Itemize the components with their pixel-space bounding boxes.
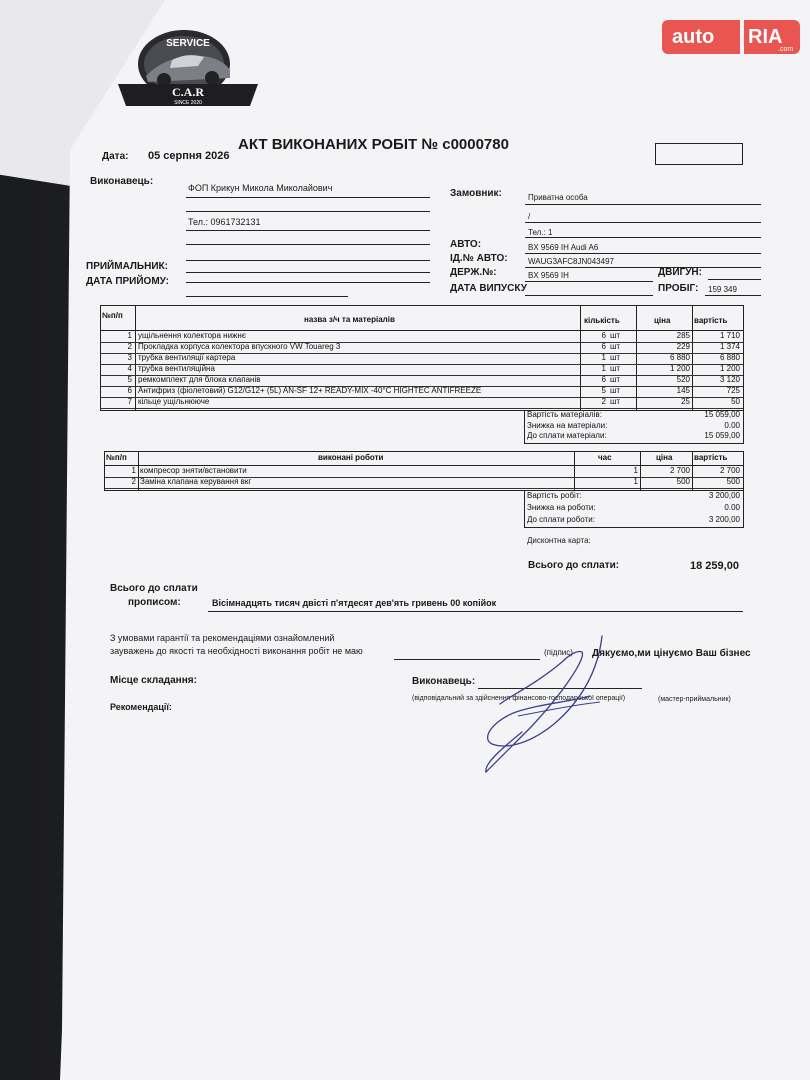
row-name: ущільнення колектора нижнє xyxy=(138,332,246,340)
document-title: АКТ ВИКОНАНИХ РОБІТ № с0000780 xyxy=(238,136,509,153)
materials-summary-value: 0.00 xyxy=(724,420,740,430)
customer-phone: Тел.: 1 xyxy=(528,228,553,237)
row-num: 1 xyxy=(131,466,136,475)
master-note: (мастер-приймальник) xyxy=(658,696,731,703)
row-price: 2 700 xyxy=(669,466,690,475)
watermark-auto-text: auto xyxy=(672,26,715,48)
executor-phone: Тел.: 0961732131 xyxy=(188,217,261,227)
thanks-text: Дякуємо,ми цінуємо Ваш бізнес xyxy=(592,648,751,659)
materials-summary-value: 15 059,00 xyxy=(704,431,740,440)
row-total: 1 710 xyxy=(719,332,740,340)
row-unit: шт xyxy=(610,365,621,373)
row-total: 725 xyxy=(726,387,740,395)
reg-label: ДЕРЖ.№: xyxy=(450,267,497,278)
signature-label: (підпис) xyxy=(544,648,573,657)
total-label: Всього до сплати: xyxy=(528,560,620,571)
row-num: 5 xyxy=(127,376,132,384)
row-num: 2 xyxy=(127,343,132,351)
place-label: Місце складання: xyxy=(110,675,197,686)
row-total: 500 xyxy=(726,477,740,486)
vin-label: ІД.№ АВТО: xyxy=(450,253,508,264)
row-price: 6 880 xyxy=(669,354,690,362)
row-num: 2 xyxy=(131,477,136,486)
materials-header-name: назва з/ч та матеріалів xyxy=(304,315,395,324)
row-price: 25 xyxy=(681,398,690,406)
materials-summary-label: Знижка на матеріали: xyxy=(527,420,608,430)
receiver-label: ПРИЙМАЛЬНИК: xyxy=(86,261,168,272)
works-summary-value: 0.00 xyxy=(724,503,740,512)
row-price: 285 xyxy=(676,332,690,340)
row-qty: 5 xyxy=(601,387,606,395)
row-price: 500 xyxy=(676,477,690,486)
watermark-com-text: .com xyxy=(778,46,794,53)
row-total: 50 xyxy=(731,398,740,406)
row-unit: шт xyxy=(610,343,621,351)
row-total: 1 374 xyxy=(719,343,740,351)
executor-label: Виконавець: xyxy=(90,176,154,187)
discount-card-label: Дисконтна карта: xyxy=(527,536,591,545)
works-header-name: виконані роботи xyxy=(318,453,384,462)
date-value: 05 серпня 2026 xyxy=(148,150,230,162)
row-qty: 1 xyxy=(601,354,606,362)
row-num: 4 xyxy=(127,365,132,373)
works-summary-label: Вартість робіт: xyxy=(527,491,582,500)
row-qty: 2 xyxy=(601,398,606,406)
row-qty: 6 xyxy=(601,332,606,340)
engine-label: ДВИГУН: xyxy=(658,267,702,278)
works-summary-value: 3 200,00 xyxy=(708,515,740,524)
customer-slash: / xyxy=(528,212,531,221)
watermark-ria-text: RIA xyxy=(748,26,783,48)
row-hours: 1 xyxy=(633,466,638,475)
row-name: ремкомплект для блока клапанів xyxy=(138,376,261,384)
materials-summary-value: 15 059,00 xyxy=(704,410,740,419)
row-name: трубка вентиляційна xyxy=(138,365,215,373)
materials-header-price: ціна xyxy=(654,316,671,325)
row-total: 3 120 xyxy=(719,376,740,384)
row-unit: шт xyxy=(610,332,621,340)
row-divider xyxy=(104,488,743,489)
row-price: 1 200 xyxy=(669,365,690,373)
date-label: Дата: xyxy=(102,151,129,162)
materials-summary-label: До сплати матеріали: xyxy=(527,431,607,440)
handwritten-signature xyxy=(470,632,620,777)
logo-center-text: C.A.R xyxy=(172,85,204,99)
row-name: Заміна клапана керування вкг xyxy=(140,477,252,486)
row-divider xyxy=(100,408,743,409)
autoria-watermark xyxy=(660,18,800,56)
mileage-value: 159 349 xyxy=(708,285,737,294)
row-name: кільце ущільнююче xyxy=(138,398,210,406)
row-name: трубка вентиляції картера xyxy=(138,354,236,362)
row-price: 145 xyxy=(676,387,690,395)
works-summary-label: Знижка на роботи: xyxy=(527,503,596,512)
row-unit: шт xyxy=(610,387,621,395)
row-num: 6 xyxy=(127,387,132,395)
document-number-box xyxy=(655,143,743,165)
row-num: 1 xyxy=(127,332,132,340)
customer-label: Замовник: xyxy=(450,188,502,199)
works-header-total: вартість xyxy=(694,453,728,462)
row-num: 7 xyxy=(127,398,132,406)
row-hours: 1 xyxy=(633,477,638,486)
mileage-label: ПРОБІГ: xyxy=(658,283,699,294)
works-header-price: ціна xyxy=(656,453,673,462)
row-qty: 1 xyxy=(601,365,606,373)
executor-sign-label: Виконавець: xyxy=(412,676,476,687)
materials-summary-label: Вартість матеріалів: xyxy=(527,410,602,419)
materials-header-total: вартість xyxy=(694,316,728,325)
total-words-label-1: Всього до сплати xyxy=(110,583,198,594)
row-total: 6 880 xyxy=(719,354,740,362)
row-name: Антифриз (фіолетовий) G12/G12+ (5L) AN-SF 12+ READY-MIX -40°C HIGHTEC ANTIFREEZE xyxy=(138,387,482,395)
row-unit: шт xyxy=(610,376,621,384)
year-label: ДАТА ВИПУСКУ xyxy=(450,283,527,294)
row-total: 1 200 xyxy=(719,365,740,373)
row-unit: шт xyxy=(610,398,621,406)
auto-label: АВТО: xyxy=(450,239,482,250)
total-words-value: Вісімнадцять тисяч двісті п'ятдесят дев'ять гривень 00 копійок xyxy=(212,598,497,608)
logo-bottom-text: SINCE 2020 xyxy=(174,100,202,106)
materials-header-num: №п/п xyxy=(102,311,123,320)
total-words-label-2: прописом: xyxy=(128,597,181,608)
row-num: 3 xyxy=(127,354,132,362)
row-qty: 6 xyxy=(601,343,606,351)
recommendations-label: Рекомендації: xyxy=(110,702,172,712)
receive-date-label: ДАТА ПРИЙОМУ: xyxy=(86,276,169,287)
vin-value: WAUG3AFC8JN043497 xyxy=(528,257,614,266)
materials-header-qty: кількість xyxy=(584,316,620,325)
total-value: 18 259,00 xyxy=(690,560,739,572)
reg-value: BX 9569 IH xyxy=(528,271,569,280)
executor-name: ФОП Крикун Микола Миколайович xyxy=(188,183,333,193)
row-total: 2 700 xyxy=(719,466,740,475)
responsible-note: (відповідальний за здійснення фінансово-господарської операції) xyxy=(412,695,626,702)
logo-top-text: SERVICE xyxy=(166,38,210,49)
row-name: Прокладка корпуса колектора впускного VW Touareg 3 xyxy=(138,343,341,351)
row-unit: шт xyxy=(610,354,621,362)
row-price: 229 xyxy=(676,343,690,351)
auto-value: BX 9569 IH Audi A6 xyxy=(528,243,599,252)
works-summary-value: 3 200,00 xyxy=(708,491,740,500)
works-summary-label: До сплати роботи: xyxy=(527,515,595,524)
row-price: 520 xyxy=(676,376,690,384)
row-qty: 6 xyxy=(601,376,606,384)
warranty-line-2: зауважень до якості та необхідності виконання робіт не маю xyxy=(110,646,363,656)
row-name: компресор зняти/встановити xyxy=(140,466,247,475)
works-header-hours: час xyxy=(598,453,612,462)
works-header-num: №п/п xyxy=(106,453,127,462)
service-car-logo-icon xyxy=(112,24,262,108)
customer-name: Приватна особа xyxy=(528,193,588,202)
warranty-line-1: З умовами гарантії та рекомендаціями ознайомлений xyxy=(110,633,335,643)
